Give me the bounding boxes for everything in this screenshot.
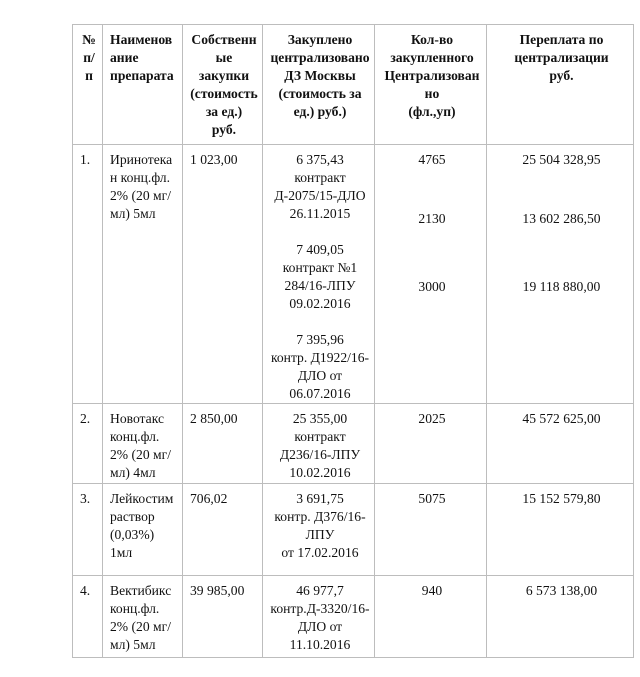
drug-name: Вектибикс конц.фл. 2% (20 мг/ мл) 5мл [103, 576, 183, 658]
quantity: 940 [375, 576, 487, 658]
quantity: 4765 2130 3000 [375, 145, 487, 404]
drug-name: Лейкостим раствор (0,03%) 1мл [103, 484, 183, 576]
row-number: 2. [73, 404, 103, 484]
overpayment: 25 504 328,95 13 602 286,50 19 118 880,00 [487, 145, 634, 404]
own-price: 39 985,00 [183, 576, 263, 658]
table-row [73, 484, 634, 576]
header-number: № п/п [73, 25, 103, 145]
row-number: 4. [73, 576, 103, 658]
header-quantity: Кол-во закупленного Централизован но (фл.,уп) [375, 25, 487, 145]
overpayment: 15 152 579,80 [487, 484, 634, 576]
price-comparison-table [72, 24, 634, 658]
drug-name: Иринотека н конц.фл. 2% (20 мг/ мл) 5мл [103, 145, 183, 404]
table-row [73, 145, 634, 404]
table-row [73, 404, 634, 484]
drug-name: Новотакс конц.фл. 2% (20 мг/ мл) 4мл [103, 404, 183, 484]
quantity: 5075 [375, 484, 487, 576]
table-row [73, 576, 634, 658]
overpayment: 45 572 625,00 [487, 404, 634, 484]
row-number: 3. [73, 484, 103, 576]
row-number: 1. [73, 145, 103, 404]
central-price: 25 355,00 контракт Д236/16-ЛПУ 10.02.2016 [263, 404, 375, 484]
header-drug-name: Наименов ание препарата [103, 25, 183, 145]
own-price: 1 023,00 [183, 145, 263, 404]
quantity: 2025 [375, 404, 487, 484]
header-overpayment: Переплата по централизации руб. [487, 25, 634, 145]
central-price: 6 375,43 контракт Д-2075/15-ДЛО 26.11.2015 7 409,05 контракт №1 284/16-ЛПУ 09.02.2016 7 395,96 контр. Д1922/16- ДЛО от 06.07.2016 [263, 145, 375, 404]
overpayment: 6 573 138,00 [487, 576, 634, 658]
header-own-purchases: Собственн ые закупки (стоимость за ед.) руб. [183, 25, 263, 145]
own-price: 706,02 [183, 484, 263, 576]
central-price: 46 977,7 контр.Д-3320/16- ДЛО от 11.10.2016 [263, 576, 375, 658]
own-price: 2 850,00 [183, 404, 263, 484]
header-row [73, 25, 634, 145]
header-central-purchase: Закуплено централизовано ДЗ Москвы (стоимость за ед.) руб.) [263, 25, 375, 145]
central-price: 3 691,75 контр. Д376/16- ЛПУ от 17.02.2016 [263, 484, 375, 576]
